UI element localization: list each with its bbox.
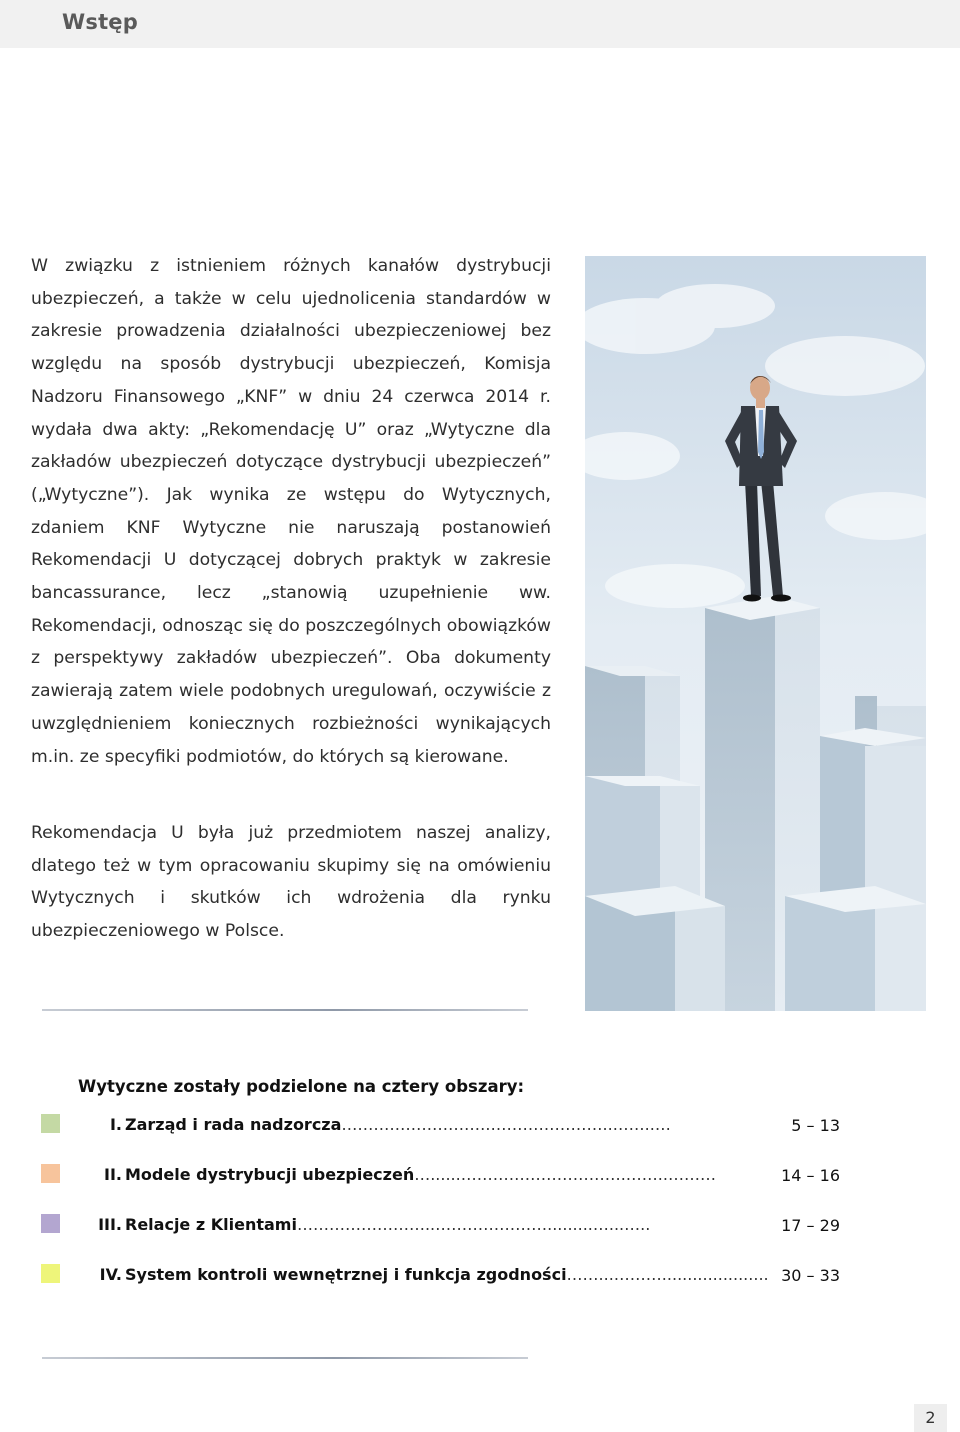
intro-paragraph-1: W związku z istnieniem różnych kanałów dystrybucji ubezpieczeń, a także w celu ujednolicenia standardów w zakresie prowadzenia działalności ubezpieczeniowej bez względu na sposób dystrybucji ubezpieczeń, Komisja Nadzoru Finansowego „KNF” w dniu 24 czerwca 2014 r. wydała dwa akty: „Rekomendację U” oraz „Wytyczne dla zakładów ubezpieczeń dotyczące dystrybucji ubezpieczeń” („Wytyczne”). Jak wynika ze wstępu do Wytycznych, zdaniem KNF Wytyczne nie naruszają postanowień Rekomendacji U dotyczącej dobrych praktyk w zakresie bancassurance, lecz „stanowią uzupełnienie ww. Rekomendacji, odnosząc się do poszczególnych obowiązków z perspektywy zakładów ubezpieczeń”. Oba dokumenty zawierają zatem wiele podobnych uregulowań, oczywiście z uwzględnieniem koniecznych rozbieżności wynikających m.in. ze specyfiki podmiotów, do których są kierowane. [31,256,551,767]
divider-bottom [42,1357,528,1359]
header-band [0,0,960,48]
toc-item-pages: 17 – 29 [781,1216,840,1235]
toc-heading: Wytyczne zostały podzielone na cztery obszary: [78,1077,525,1096]
toc-item-number: II. [104,1165,122,1184]
toc-item-label: Zarząd i rada nadzorcza [125,1115,342,1134]
toc-item-label: System kontroli wewnętrznej i funkcja zgodności [125,1265,567,1284]
toc-item-number: III. [98,1215,122,1234]
toc-item [40,1164,840,1190]
toc-item-label: Relacje z Klientami [125,1215,297,1234]
toc-leader-dots: …......………………………….……..……… [414,1165,716,1184]
toc-item [40,1264,840,1290]
color-swatch [41,1264,60,1283]
divider-top [42,1009,528,1011]
businessman-on-blocks-image [585,256,926,1011]
page-title: Wstęp [62,10,138,34]
toc-leader-dots: ……………………….…………………..……..… [341,1115,671,1134]
color-swatch [41,1214,60,1233]
toc-item-pages: 5 – 13 [791,1116,840,1135]
toc-item [40,1114,840,1140]
color-swatch [41,1114,60,1133]
toc-item [40,1214,840,1240]
toc-item-number: IV. [99,1265,122,1284]
toc-item-pages: 14 – 16 [781,1166,840,1185]
page-number: 2 [914,1404,947,1432]
toc-leader-dots: ……………………..………………….........…...….. [296,1215,651,1234]
toc-item-label: Modele dystrybucji ubezpieczeń [125,1165,415,1184]
toc-item-number: I. [109,1115,122,1134]
toc-leader-dots: ……...………..................... [566,1265,769,1284]
intro-paragraph-2: Rekomendacja U była już przedmiotem naszej analizy, dlatego też w tym opracowaniu skupimy się na omówieniu Wytycznych i skutków ich wdrożenia dla rynku ubezpieczeniowego w Polsce. [31,823,551,942]
color-swatch [41,1164,60,1183]
toc-item-pages: 30 – 33 [781,1266,840,1285]
